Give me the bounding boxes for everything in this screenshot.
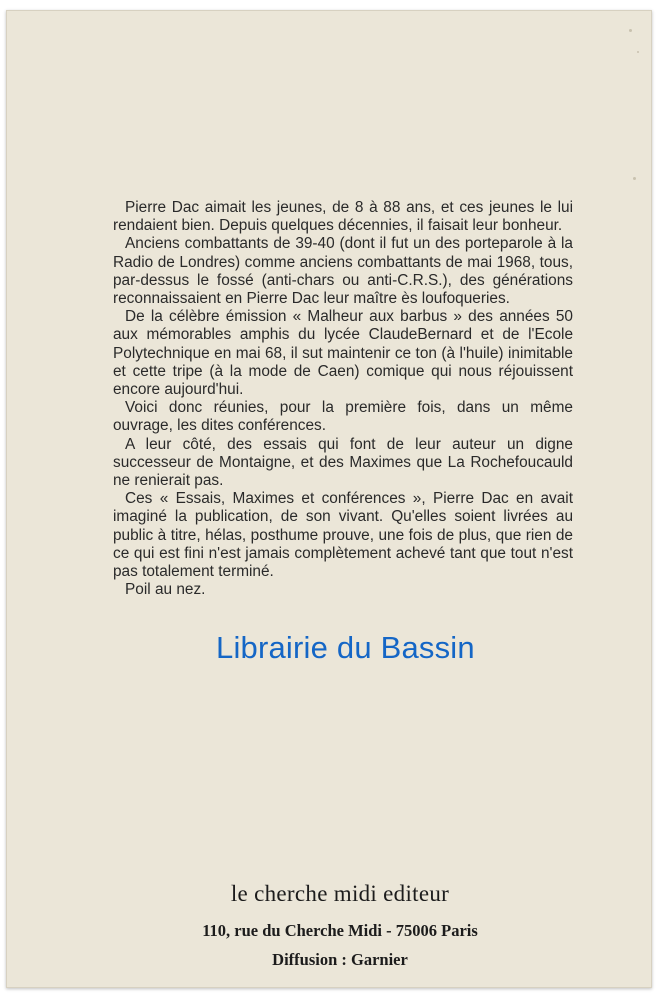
blurb-paragraph: Pierre Dac aimait les jeunes, de 8 à 88 ans, et ces jeunes le lui rendaient bien. Depuis quelques décennies, il faisait leur bonheur. [113,199,573,235]
back-cover-blurb [113,199,573,599]
seller-watermark: Librairie du Bassin [216,630,475,665]
blurb-paragraph: De la célèbre émission « Malheur aux barbus » des années 50 aux mémorables amphis du lycée ClaudeBernard et de l'Ecole Polytechnique en mai 68, il sut maintenir ce ton (à l'huile) inimitable et cette tripe (à la mode de Caen) comique qui nous réjouissent encore aujourd'hui. [113,308,573,399]
blurb-paragraph: Ces « Essais, Maximes et conférences », Pierre Dac en avait imaginé la publication, de son vivant. Qu'elles soient livrées au public à titre, hélas, posthume prouve, une fois de plus, que rien de ce qui est fini n'est jamais complètement achevé tant que tout n'est pas totalement terminé. [113,490,573,581]
blurb-paragraph: Poil au nez. [125,581,206,599]
blurb-paragraph: A leur côté, des essais qui font de leur auteur un digne successeur de Montaigne, et des Maximes que La Rochefoucauld ne renierait pas. [113,435,573,490]
publisher-name: le cherche midi editeur [230,881,450,906]
publisher-address: 110, rue du Cherche Midi - 75006 Paris [202,921,478,940]
blurb-paragraph: Anciens combattants de 39-40 (dont il fut un des porteparole à la Radio de Londres) comme anciens combattants de mai 1968, tous, par-dessus le fossé (anti-chars ou anti-C.R.S.), des générations reconnaissaient en Pierre Dac leur maître ès loufoqueries. [113,235,573,308]
publisher-diffusion: Diffusion : Garnier [272,950,408,969]
blurb-paragraph: Voici donc réunies, pour la première fois, dans un même ouvrage, les dites conférences. [113,399,573,435]
book-back-cover [6,10,652,988]
